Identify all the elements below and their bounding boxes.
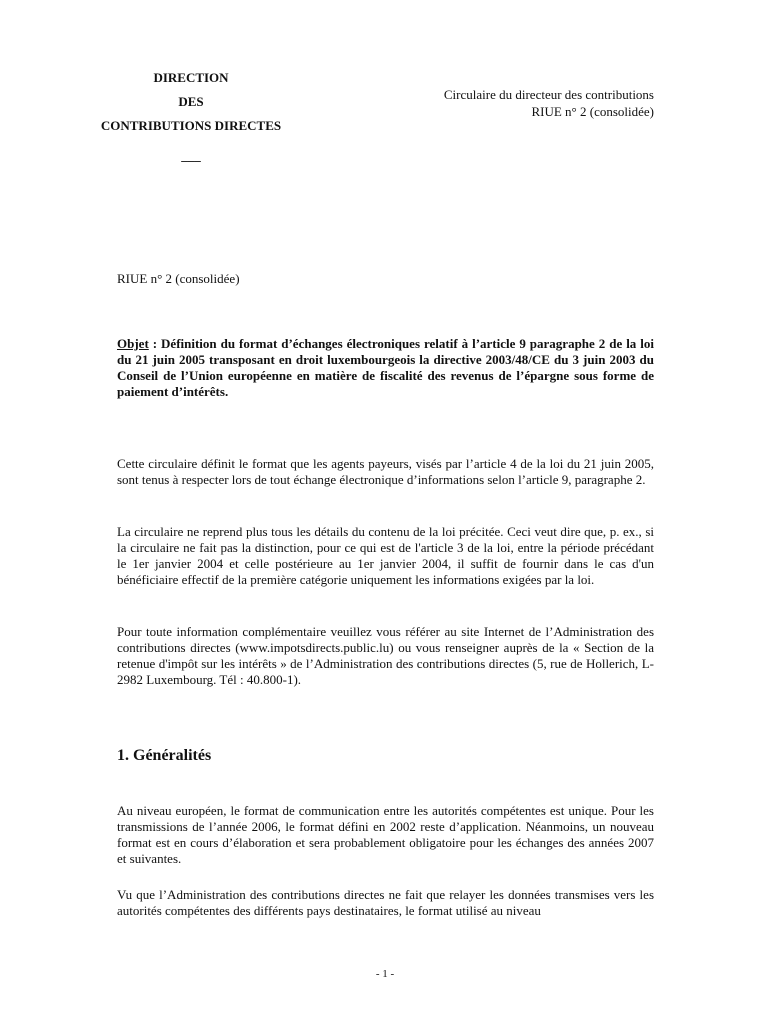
document-type-block: [444, 86, 654, 120]
section-paragraph-1: [117, 803, 654, 867]
reference-line: RIUE n° 2 (consolidée): [117, 271, 240, 286]
paragraph-text: Pour toute information complémentaire veuillez vous référer au site Internet de l’Administration des contributions directes (www.impotsdirects.public.lu) ou vous renseigner auprès de la « Section de la retenue d'impôt sur les intérêts » de l’Administration des contributions directes (5, rue de Hollerich, L-2982 Luxembourg. Tél : 40.800-1).: [117, 624, 654, 687]
issuer-line-2: DES: [178, 94, 204, 109]
paragraph-text: Vu que l’Administration des contributions directes ne fait que relayer les données transmises vers les autorités compétentes des différents pays destinataires, le format utilisé au niveau: [117, 887, 654, 918]
page-number: - 1 -: [375, 968, 395, 980]
subject-text: : Définition du format d’échanges électroniques relatif à l’article 9 paragraphe 2 de la loi du 21 juin 2005 transposant en droit luxembourgeois la directive 2003/48/CE du 3 juin 2003 du Conseil de l’Union européenne en matière de fiscalité des revenus de l’épargne sous forme de paiement d’intérêts.: [117, 336, 654, 399]
subject-label: Objet: [117, 336, 149, 351]
intro-paragraph-2: [117, 524, 654, 588]
document-type-line-2: RIUE n° 2 (consolidée): [531, 104, 654, 119]
intro-paragraph-3: [117, 624, 654, 688]
paragraph-text: La circulaire ne reprend plus tous les détails du contenu de la loi précitée. Ceci veut dire que, p. ex., si la circulaire ne fait pas la distinction, pour ce qui est de l'article 3 de la loi, entre la période précédant le 1er janvier 2004 et celle postérieure au 1er janvier 2004, il suffit de fournir dans le cas d'un bénéficiaire effectif de la première catégorie uniquement les informations exigées par la loi.: [117, 524, 654, 587]
issuer-line-3: CONTRIBUTIONS DIRECTES: [100, 118, 282, 133]
paragraph-text: Cette circulaire définit le format que les agents payeurs, visés par l’article 4 de la loi du 21 juin 2005, sont tenus à respecter lors de tout échange électronique d’informations selon l’article 9, paragraphe 2.: [117, 456, 654, 487]
issuer-block: [80, 66, 302, 162]
issuer-line-1: DIRECTION: [153, 70, 229, 85]
paragraph-text: Au niveau européen, le format de communication entre les autorités compétentes est unique. Pour les transmissions de l’année 2006, le format défini en 2002 reste d’application. Néanmoins, un nouveau format est en cours d’élaboration et sera probablement obligatoire pour les échanges des années 2007 et suivantes.: [117, 803, 654, 866]
document-type-line-1: Circulaire du directeur des contributions: [443, 87, 654, 102]
issuer-separator: ___: [181, 148, 201, 163]
intro-paragraph-1: [117, 456, 654, 488]
section-heading: 1. Généralités: [117, 747, 212, 764]
section-paragraph-2: [117, 887, 654, 919]
subject-paragraph: [117, 336, 654, 400]
